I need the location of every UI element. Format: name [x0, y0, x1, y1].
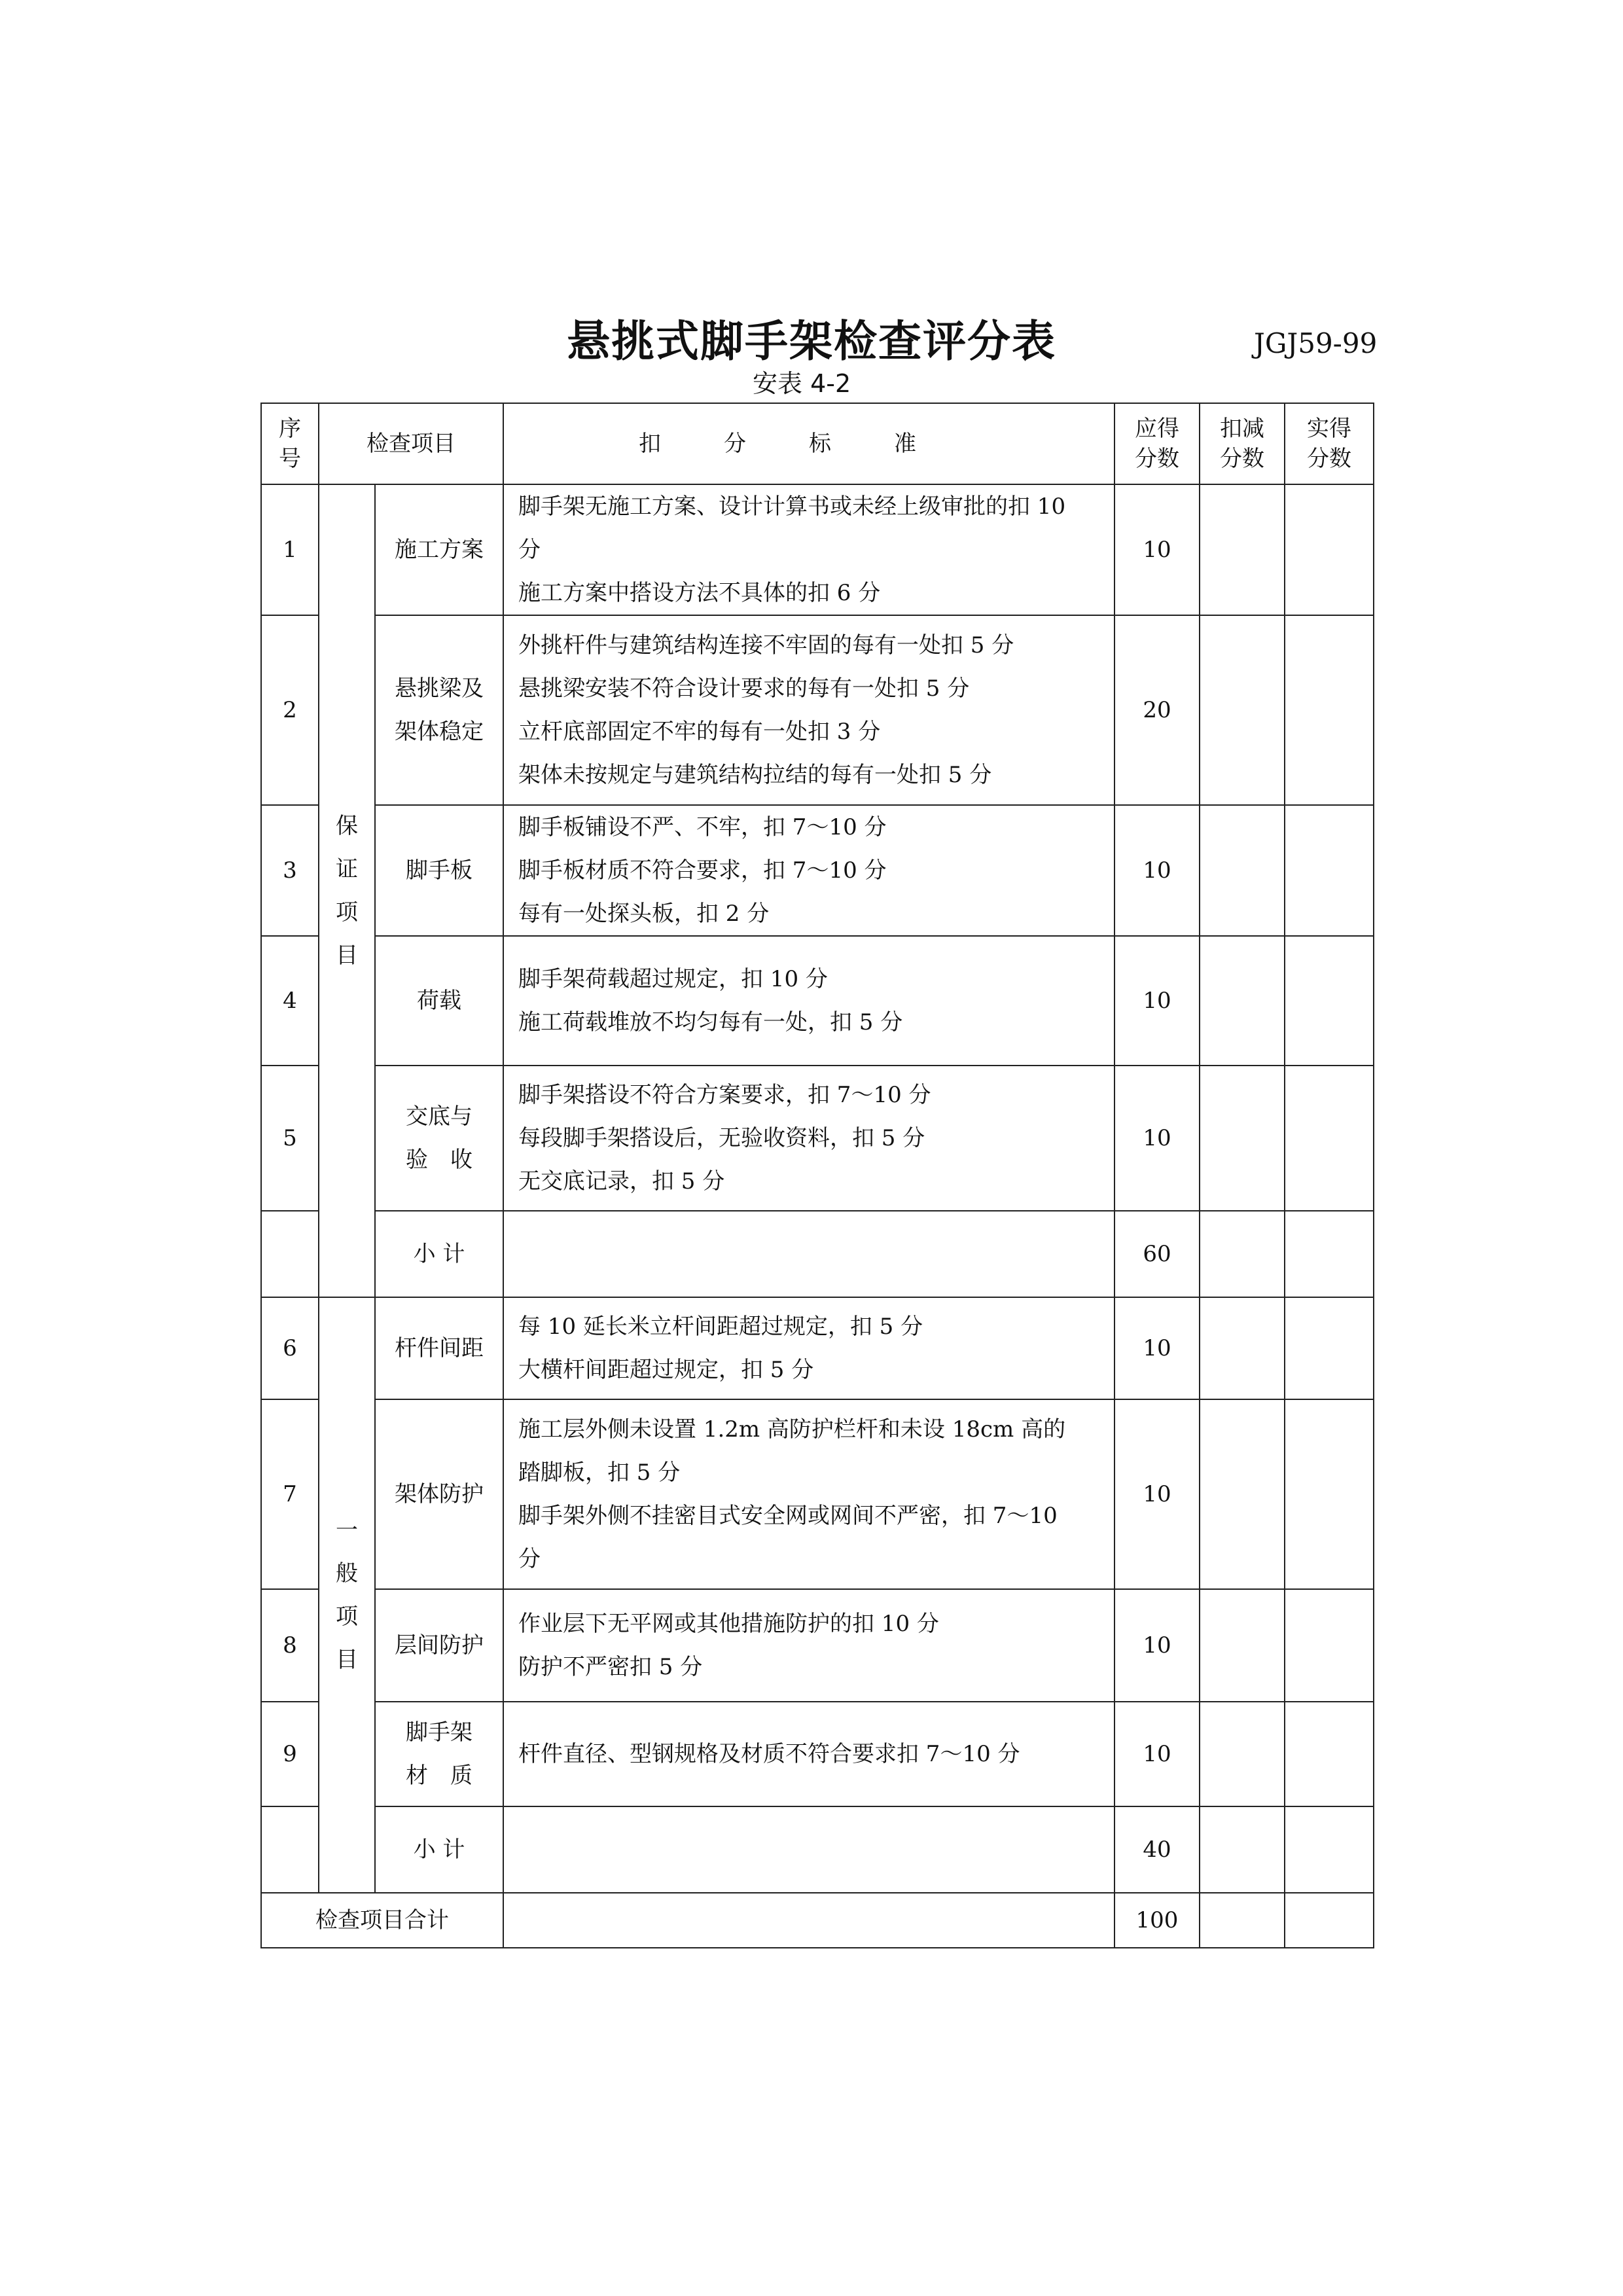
- total-row: [261, 1893, 1374, 1948]
- deduct-score[interactable]: [1200, 1702, 1285, 1806]
- actual-score[interactable]: [1285, 805, 1374, 936]
- criteria-cell: [503, 1211, 1115, 1297]
- group-guarantee: 保 证 项 目: [319, 484, 375, 1297]
- actual-score[interactable]: [1285, 484, 1374, 615]
- actual-score[interactable]: [1285, 1066, 1374, 1211]
- actual-score[interactable]: [1285, 1702, 1374, 1806]
- row-number: 2: [261, 615, 319, 805]
- full-score: 20: [1115, 615, 1200, 805]
- item-name: 小 计: [375, 1211, 503, 1297]
- actual-score[interactable]: [1285, 936, 1374, 1066]
- total-label: 检查项目合计: [261, 1893, 503, 1948]
- criteria-cell: 杆件直径、型钢规格及材质不符合要求扣 7～10 分: [503, 1702, 1115, 1806]
- deduct-score[interactable]: [1200, 805, 1285, 936]
- row-number: 4: [261, 936, 319, 1066]
- full-score: 10: [1115, 1589, 1200, 1702]
- header-actual: 实得 分数: [1285, 403, 1374, 484]
- table-row: [261, 1589, 1374, 1702]
- full-score: 10: [1115, 1297, 1200, 1399]
- row-number: 6: [261, 1297, 319, 1399]
- criteria-cell: 脚手架搭设不符合方案要求，扣 7～10 分 每段脚手架搭设后，无验收资料，扣 5 分 无交底记录，扣 5 分: [503, 1066, 1115, 1211]
- standard-code: JGJ59-99: [1254, 327, 1378, 359]
- table-row: [261, 1297, 1374, 1399]
- full-score: 10: [1115, 936, 1200, 1066]
- actual-score[interactable]: [1285, 1297, 1374, 1399]
- full-score: 10: [1115, 1702, 1200, 1806]
- table-row: [261, 615, 1374, 805]
- criteria-cell: 脚手架荷载超过规定，扣 10 分 施工荷载堆放不均匀每有一处，扣 5 分: [503, 936, 1115, 1066]
- full-score: 10: [1115, 1066, 1200, 1211]
- actual-score[interactable]: [1285, 1589, 1374, 1702]
- item-name: 荷载: [375, 936, 503, 1066]
- deduct-score[interactable]: [1200, 615, 1285, 805]
- form-number: 安表 4-2: [753, 369, 851, 398]
- row-number: 7: [261, 1399, 319, 1589]
- item-name: 小 计: [375, 1806, 503, 1893]
- row-number: 3: [261, 805, 319, 936]
- item-name: 杆件间距: [375, 1297, 503, 1399]
- header-full: 应得 分数: [1115, 403, 1200, 484]
- item-name: 脚手板: [375, 805, 503, 936]
- score-table: [260, 403, 1374, 1948]
- group-general: 一 般 项 目: [319, 1297, 375, 1893]
- deduct-score[interactable]: [1200, 1399, 1285, 1589]
- table-row: [261, 805, 1374, 936]
- actual-score[interactable]: [1285, 1893, 1374, 1948]
- deduct-score[interactable]: [1200, 1297, 1285, 1399]
- full-score: 60: [1115, 1211, 1200, 1297]
- criteria-cell: 脚手板铺设不严、不牢，扣 7～10 分 脚手板材质不符合要求，扣 7～10 分 每有一处探头板，扣 2 分: [503, 805, 1115, 936]
- table-row: [261, 936, 1374, 1066]
- deduct-score[interactable]: [1200, 1806, 1285, 1893]
- row-number: [261, 1211, 319, 1297]
- total-score: 100: [1115, 1893, 1200, 1948]
- item-name: 层间防护: [375, 1589, 503, 1702]
- full-score: 10: [1115, 484, 1200, 615]
- criteria-cell: [503, 1893, 1115, 1948]
- deduct-score[interactable]: [1200, 484, 1285, 615]
- actual-score[interactable]: [1285, 1399, 1374, 1589]
- subtotal-row: [261, 1211, 1374, 1297]
- actual-score[interactable]: [1285, 1806, 1374, 1893]
- deduct-score[interactable]: [1200, 1589, 1285, 1702]
- actual-score[interactable]: [1285, 1211, 1374, 1297]
- row-number: [261, 1806, 319, 1893]
- row-number: 5: [261, 1066, 319, 1211]
- item-name: 脚手架 材 质: [375, 1702, 503, 1806]
- criteria-cell: 脚手架无施工方案、设计计算书或未经上级审批的扣 10 分 施工方案中搭设方法不具体的扣 6 分: [503, 484, 1115, 615]
- item-name: 交底与 验 收: [375, 1066, 503, 1211]
- table-row: [261, 1702, 1374, 1806]
- item-name: 架体防护: [375, 1399, 503, 1589]
- criteria-cell: 外挑杆件与建筑结构连接不牢固的每有一处扣 5 分 悬挑梁安装不符合设计要求的每有一处扣 5 分 立杆底部固定不牢的每有一处扣 3 分 架体未按规定与建筑结构拉结的每有一处扣 5 分: [503, 615, 1115, 805]
- criteria-cell: 施工层外侧未设置 1.2m 高防护栏杆和未设 18cm 高的 踏脚板，扣 5 分 脚手架外侧不挂密目式安全网或网间不严密，扣 7～10 分: [503, 1399, 1115, 1589]
- deduct-score[interactable]: [1200, 936, 1285, 1066]
- row-number: 9: [261, 1702, 319, 1806]
- table-row: [261, 1066, 1374, 1211]
- full-score: 40: [1115, 1806, 1200, 1893]
- item-name: 悬挑梁及 架体稳定: [375, 615, 503, 805]
- deduct-score[interactable]: [1200, 1066, 1285, 1211]
- row-number: 8: [261, 1589, 319, 1702]
- header-seq: 序 号: [261, 403, 319, 484]
- table-row: [261, 484, 1374, 615]
- deduct-score[interactable]: [1200, 1211, 1285, 1297]
- criteria-cell: 作业层下无平网或其他措施防护的扣 10 分 防护不严密扣 5 分: [503, 1589, 1115, 1702]
- full-score: 10: [1115, 805, 1200, 936]
- header-deduct: 扣减 分数: [1200, 403, 1285, 484]
- deduct-score[interactable]: [1200, 1893, 1285, 1948]
- table-row: [261, 1399, 1374, 1589]
- full-score: 10: [1115, 1399, 1200, 1589]
- header-criteria: 扣分标准: [503, 403, 1115, 484]
- actual-score[interactable]: [1285, 615, 1374, 805]
- criteria-cell: 每 10 延长米立杆间距超过规定，扣 5 分 大横杆间距超过规定，扣 5 分: [503, 1297, 1115, 1399]
- row-number: 1: [261, 484, 319, 615]
- subtotal-row: [261, 1806, 1374, 1893]
- page-title: 悬挑式脚手架检查评分表: [567, 315, 1056, 367]
- item-name: 施工方案: [375, 484, 503, 615]
- header-item: 检查项目: [319, 403, 503, 484]
- criteria-cell: [503, 1806, 1115, 1893]
- header-row: [261, 403, 1374, 484]
